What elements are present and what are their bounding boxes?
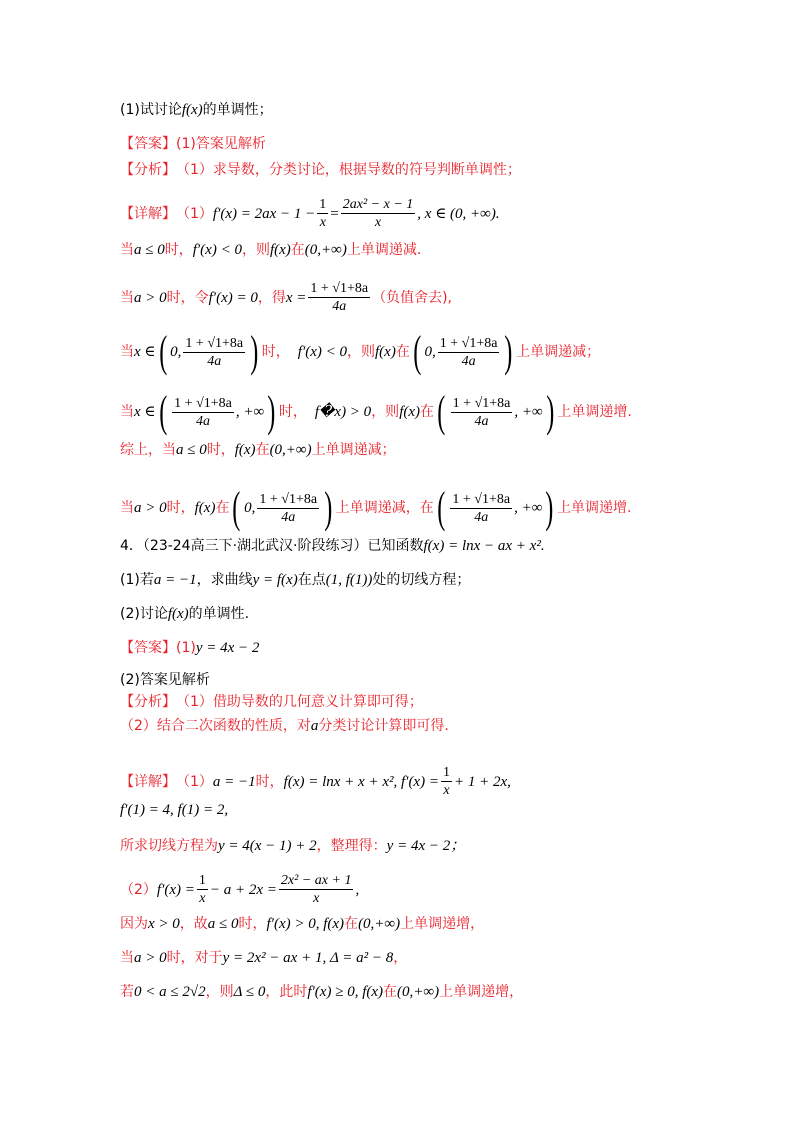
math: (0,+∞) (304, 242, 347, 258)
question-4-part-2: (2)讨论 f(x) 的单调性. (120, 606, 250, 622)
question-part-1 (120, 100, 273, 120)
math: f′(x) < 0 (297, 344, 347, 360)
math: y = f(x) (252, 572, 298, 588)
fraction: $\frac{\text{2ax² − x − 1}}{x}$ (342, 197, 414, 230)
detail-2-line-7: 若 0 < a ≤ 2√2 ，则 Δ ≤ 0 ，此时 f′(x) ≥ 0, f(x) 在 (0,+∞) 上单调递增， (120, 984, 524, 1000)
answer-label: 【答案】 (120, 136, 176, 152)
fraction: $\frac{1 + √1+8a}{4a}$ (452, 395, 511, 429)
math: (0,+∞) (397, 984, 440, 1000)
math: y = 4x − 2； (386, 838, 466, 854)
fraction: $\frac{1 + √1+8a}{4a}$ (439, 335, 498, 369)
math: x = (285, 289, 307, 306)
math: (0,+∞) (269, 442, 312, 458)
math: f(x) (194, 500, 216, 516)
detail-2-line-6: 当 a > 0 时，对于 y = 2x² − ax + 1, Δ = a² − 8 ， (120, 950, 408, 966)
math: a ≤ 0 (134, 242, 165, 258)
answer-2: 【答案】 (1) y = 4x − 2 (120, 640, 260, 656)
math: f′(x) ≥ 0, f(x) (307, 984, 384, 1000)
fraction: $\frac{1 + √1+8a}{4a}$ (185, 335, 244, 369)
math: a > 0 (134, 289, 167, 306)
fraction: $\frac{1}{x}$ (442, 765, 450, 798)
math: f(x) (399, 404, 421, 420)
math: f(x) (234, 442, 256, 458)
question-4-part-1: (1)若 a = −1 ，求曲线 y = f(x) 在点 (1, f(1)) 处的切线方程； (120, 572, 471, 588)
math: = (330, 205, 339, 222)
detail-2-line-3: 所求切线方程为 y = 4(x − 1) + 2 ，整理得： y = 4x − 2； (120, 838, 466, 854)
math: − a + 2x = (209, 881, 277, 898)
math: f(x) (167, 606, 189, 622)
math: a > 0 (134, 950, 167, 966)
detail-2-line-2 (120, 800, 228, 820)
case-4: 当 x ∈ ( $\frac{1 + √1+8a}{4a}$ , +∞ ) 时， f�x) > 0 ，则 f(x) 在 ( $\frac{1 + √1+8a}{4a}$ , +∞ ) 上单调递增. (120, 387, 632, 436)
answer-text: (1)答案见解析 (176, 136, 266, 152)
answer-2-part-2: (2)答案见解析 (120, 672, 210, 688)
question-4: 4．（23-24高三下·湖北武汉·阶段练习）已知函数 f(x) = lnx − ax + x². (120, 538, 545, 554)
fraction: $\frac{1 + √1+8a}{4a}$ (259, 491, 318, 525)
analysis-label: 【分析】 (120, 162, 176, 178)
math: a ≤ 0 (176, 442, 207, 458)
case-1: 当 a ≤ 0 时， f′(x) < 0 ，则 f(x) 在 (0,+∞) 上单调递减. (120, 242, 422, 258)
math: f′(x) = 2ax − 1 − (212, 205, 316, 222)
summary-1: 综上，当 a ≤ 0 时， f(x) 在 (0,+∞) 上单调递减； (120, 442, 396, 458)
math: f�x) > 0 (314, 404, 372, 420)
math: f(x) = lnx − ax + x². (423, 538, 545, 554)
text: (1)试讨论 (120, 102, 182, 118)
analysis-1 (120, 160, 521, 180)
math: (0,+∞) (358, 916, 401, 932)
analysis-2-b: （2）结合二次函数的性质，对 a 分类讨论计算即可得. (120, 718, 449, 734)
math: y = 4(x − 1) + 2 (218, 838, 317, 854)
text: （1） (176, 205, 213, 222)
fraction: $\frac{1 + √1+8a}{4a}$ (310, 281, 369, 314)
text: 的单调性； (202, 102, 273, 118)
math: Δ ≤ 0 (233, 984, 266, 1000)
detail-2: 【详解】 （1） a = −1 时， f(x) = lnx + x + x², f′(x) = $\frac{1}{x}$ + 1 + 2x, (120, 765, 511, 798)
fraction: $\frac{1}{x}$ (319, 197, 327, 230)
math: f′(x) = (156, 881, 195, 898)
math: , (355, 881, 360, 898)
analysis-text: （1）求导数，分类讨论，根据导数的符号判断单调性； (176, 162, 521, 178)
detail-1 (120, 196, 500, 231)
answer-1 (120, 134, 266, 154)
math-fx: f(x) (181, 102, 203, 118)
math: (1, f(1)) (325, 572, 373, 588)
fraction: $\frac{\text{2x² − ax + 1}}{x}$ (280, 873, 352, 906)
math: f′(x) > 0, f(x) (266, 916, 345, 932)
math: f′(1) = 4, f(1) = 2, (120, 802, 229, 818)
math: y = 2x² − ax + 1, Δ = a² − 8 (222, 950, 394, 966)
detail-label: 【详解】 (120, 773, 176, 790)
math: a (310, 718, 319, 734)
math: a > 0 (134, 500, 167, 516)
fraction: $\frac{1}{x}$ (198, 873, 206, 906)
detail-2-line-4: （2） f′(x) = $\frac{1}{x}$ − a + 2x = $\frac{\text{2x² − ax + 1}}{x}$ , (120, 873, 360, 906)
case-2: 当 a > 0 时，令 f′(x) = 0 ，得 x = $\frac{1 + √1+8a}{4a}$ （负值舍去), (120, 281, 452, 314)
fraction: $\frac{1 + √1+8a}{4a}$ (174, 395, 232, 429)
math: f(x) = lnx + x + x², f′(x) = (283, 773, 439, 790)
math: f′(x) < 0 (192, 242, 242, 258)
analysis-text: （1）借助导数的几何意义计算即可得； (176, 694, 423, 710)
math: f(x) (269, 242, 291, 258)
fraction: $\frac{1 + √1+8a}{4a}$ (452, 491, 511, 525)
analysis-label: 【分析】 (120, 694, 176, 710)
answer-label: 【答案】 (120, 640, 176, 656)
math: f′(x) = 0 (208, 289, 258, 306)
case-3: 当 x ∈ ( 0, $\frac{1 + √1+8a}{4a}$ ) 时， f′(x) < 0 ，则 f(x) 在 ( 0, $\frac{1 + √1+8a}{4a}$ ) 上单调递减； (120, 327, 601, 376)
math: 0 < a ≤ 2√2 (134, 984, 206, 1000)
math: , x ∈ (0, +∞). (417, 205, 500, 222)
math: y = 4x − 2 (195, 640, 260, 656)
math: f(x) (375, 344, 396, 360)
math: x ∈ (134, 344, 156, 360)
math: x > 0 (148, 916, 180, 932)
math: + 1 + 2x, (453, 773, 511, 790)
math: a ≤ 0 (207, 916, 239, 932)
math: a = −1 (153, 572, 197, 588)
detail-label: 【详解】 (120, 205, 176, 222)
analysis-2 (120, 692, 423, 712)
math: a = −1 (212, 773, 256, 790)
summary-2: 当 a > 0 时， f(x) 在 ( 0, $\frac{1 + √1+8a}{4a}$ ) 上单调递减，在 ( $\frac{1 + √1+8a}{4a}$ , +∞ ) 上单调递增. (120, 483, 632, 532)
math: x ∈ (134, 404, 156, 420)
detail-2-line-5: 因为 x > 0 ，故 a ≤ 0 时， f′(x) > 0, f(x) 在 (0,+∞) 上单调递增， (120, 916, 485, 932)
